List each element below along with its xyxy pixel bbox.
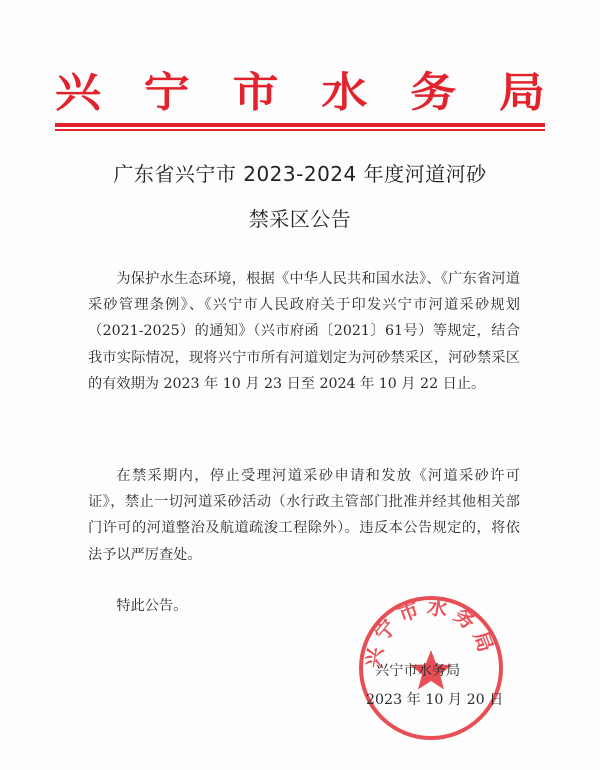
letterhead-char: 水 (321, 67, 368, 117)
letterhead-char: 市 (232, 67, 279, 117)
letterhead-char: 宁 (143, 67, 190, 117)
body-paragraph-2: 在禁采期内，停止受理河道采砂申请和发放《河道采砂许可证》，禁止一切河道采砂活动（水行政主管部门批准并经其他相关部门许可的河道整治及航道疏浚工程除外）。违反本公告规定的，将依法予以严厉查处。 (88, 468, 520, 563)
letterhead-char: 务 (410, 67, 457, 117)
body-paragraph-3: 特此公告。 (116, 598, 188, 614)
document-title-line2: 禁采区公告 (248, 207, 352, 231)
letterhead-char: 局 (498, 67, 545, 117)
letterhead-rule-thin (55, 129, 545, 131)
seal-arc-text: 兴宁市水务局 (360, 594, 501, 670)
letterhead-rule-thick (55, 123, 545, 127)
signature-date: 2023 年 10 月 20 日 (366, 692, 504, 708)
letterhead-agency-name (55, 62, 545, 122)
letterhead-char: 兴 (55, 67, 101, 117)
body-paragraph-1: 为保护水生态环境，根据《中华人民共和国水法》、《广东省河道采砂管理条例》、《兴宁市人民政府关于印发兴宁市河道采砂规划（2021-2025）的通知》（兴市府函〔2021〕61号）等规定，结合我市实际情况，现将兴宁市所有河道划定为河砂禁采区，河砂禁采区的有效期为 2023 年 10 月 23 日至 2024 年 10 月 22 日止。 (88, 271, 520, 392)
document-title-line1: 广东省兴宁市 2023-2024 年度河道河砂 (113, 162, 487, 186)
signature-organization: 兴宁市水务局 (375, 663, 461, 679)
